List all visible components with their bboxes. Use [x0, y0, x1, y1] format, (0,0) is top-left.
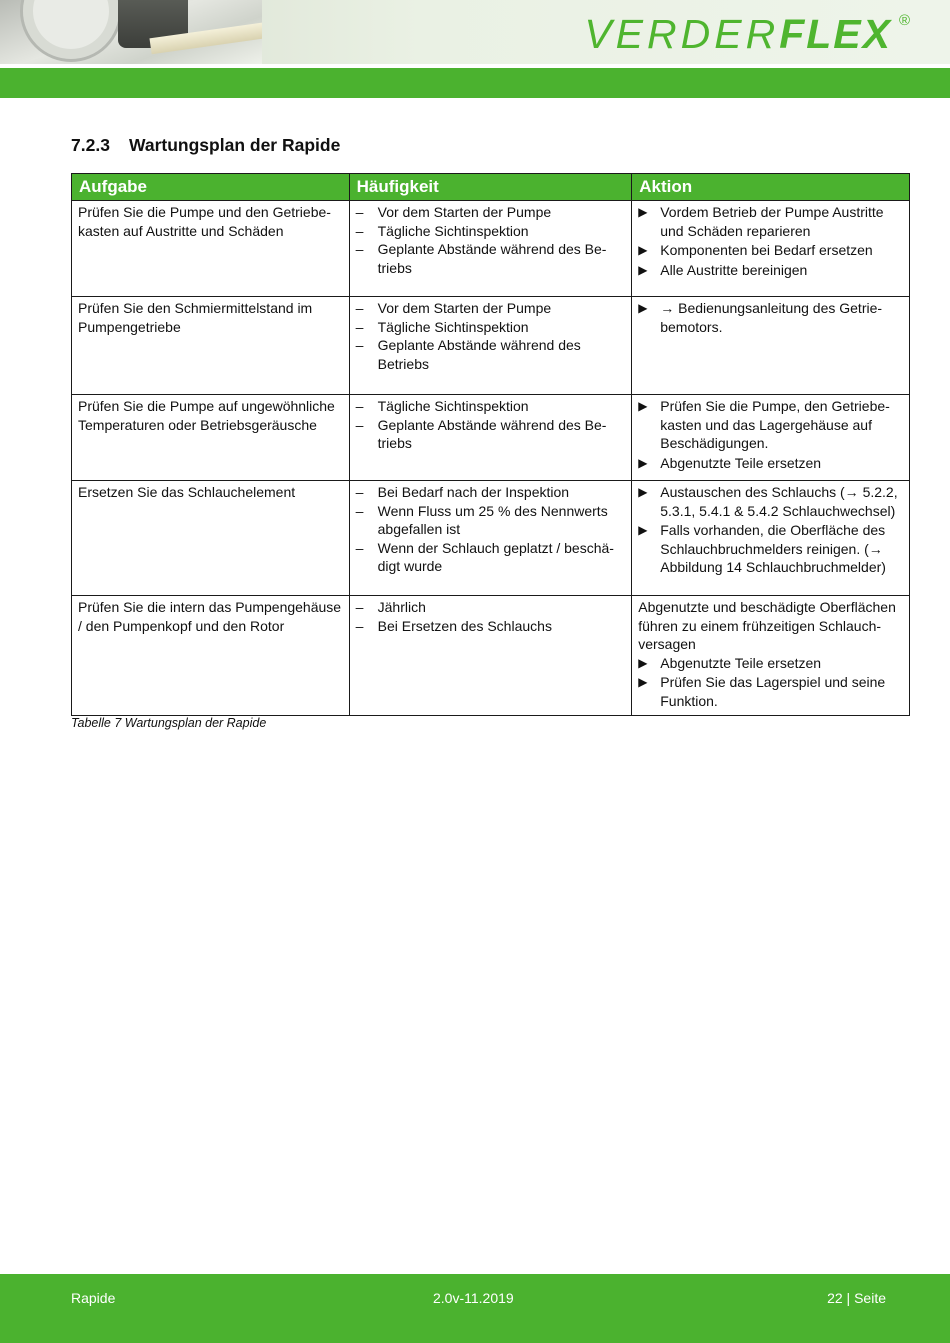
action-item: ▶ Abgenutzte Teile ersetzen [638, 654, 903, 673]
action-item: ▶ Abgenutzte Teile ersetzen [638, 454, 903, 473]
frequency-item: – Tägliche Sichtinspektion [356, 222, 626, 241]
frequency-item: – Geplante Abstände während des Betriebs [356, 240, 626, 277]
header-haeufigkeit: Häufigkeit [349, 174, 632, 201]
footer-bar [0, 1274, 950, 1343]
frequency-item: – Tägliche Sichtinspektion [356, 318, 626, 337]
action-item: ▶ Komponenten bei Bedarf ersetzen [638, 241, 903, 260]
header-aufgabe: Aufgabe [72, 174, 350, 201]
frequency-item: – Wenn der Schlauch geplatzt / beschädigt wurde [356, 539, 626, 576]
action-cell [632, 395, 910, 481]
registered-mark: ® [898, 12, 910, 29]
frequency-item: – Vor dem Starten der Pumpe [356, 203, 626, 222]
pump-housing-disc [20, 0, 122, 62]
header-green-bar [0, 68, 950, 98]
table-header-row [72, 174, 910, 201]
frequency-cell [349, 297, 632, 395]
task-cell: Prüfen Sie die intern das Pumpengehäuse / den Pumpenkopf und den Rotor [72, 596, 350, 716]
header-pump-photo [0, 0, 262, 64]
frequency-cell [349, 481, 632, 596]
action-item: ▶ Vordem Betrieb der Pumpe Austritte und Schäden reparieren [638, 203, 903, 240]
action-cell [632, 201, 910, 297]
header-aktion: Aktion [632, 174, 910, 201]
action-note: Abgenutzte und beschädigte Oberflächen führen zu einem frühzeitigen Schlauchversagen [638, 599, 896, 652]
footer-page-number: 22 | Seite [827, 1290, 886, 1306]
verderflex-logo: VERDERFLEX [584, 11, 892, 57]
maintenance-table [71, 173, 910, 716]
task-cell: Ersetzen Sie das Schlauchelement [72, 481, 350, 596]
footer-product: Rapide [71, 1290, 116, 1306]
action-item: ▶ Prüfen Sie das Lagerspiel und seine Funktion. [638, 673, 903, 710]
action-cell [632, 297, 910, 395]
action-item: ▶ Austauschen des Schlauchs (→ 5.2.2, 5.3.1, 5.4.1 & 5.4.2 Schlauchwechsel) [638, 483, 903, 520]
frequency-item: – Tägliche Sichtinspektion [356, 397, 626, 416]
frequency-item: – Jährlich [356, 598, 626, 617]
table-row [72, 481, 910, 596]
action-item: ▶ Alle Austritte bereinigen [638, 261, 903, 280]
footer-version: 2.0v-11.2019 [433, 1290, 514, 1306]
task-cell: Prüfen Sie den Schmiermittelstand im Pumpengetriebe [72, 297, 350, 395]
section-number: 7.2.3 [71, 135, 110, 155]
section-heading [71, 135, 340, 156]
task-cell: Prüfen Sie die Pumpe und den Getriebekasten auf Austritte und Schäden [72, 201, 350, 297]
frequency-cell [349, 596, 632, 716]
action-cell [632, 481, 910, 596]
section-title: Wartungsplan der Rapide [129, 135, 341, 155]
action-item: ▶ Prüfen Sie die Pumpe, den Getriebekasten und das Lagergehäuse auf Beschädigungen. [638, 397, 903, 453]
table-row [72, 596, 910, 716]
frequency-item: – Geplante Abstände während des Betriebs [356, 336, 626, 373]
frequency-cell [349, 201, 632, 297]
frequency-cell [349, 395, 632, 481]
action-item: ▶ → Bedienungsanleitung des Getriebemotors. [638, 299, 903, 336]
table-row [72, 201, 910, 297]
frequency-item: – Geplante Abstände während des Betriebs [356, 416, 626, 453]
frequency-item: – Vor dem Starten der Pumpe [356, 299, 626, 318]
table-caption: Tabelle 7 Wartungsplan der Rapide [71, 716, 267, 730]
table-row [72, 297, 910, 395]
action-item: ▶ Falls vorhanden, die Oberfläche des Schlauchbruchmelders reinigen. (→ Abbildung 14 Schlauchbruchmelder) [638, 521, 903, 577]
frequency-item: – Bei Bedarf nach der Inspektion [356, 483, 626, 502]
frequency-item: – Wenn Fluss um 25 % des Nennwerts abgefallen ist [356, 502, 626, 539]
frequency-item: – Bei Ersetzen des Schlauchs [356, 617, 626, 636]
table-row [72, 395, 910, 481]
task-cell: Prüfen Sie die Pumpe auf ungewöhnliche Temperaturen oder Betriebsgeräusche [72, 395, 350, 481]
action-cell [632, 596, 910, 716]
